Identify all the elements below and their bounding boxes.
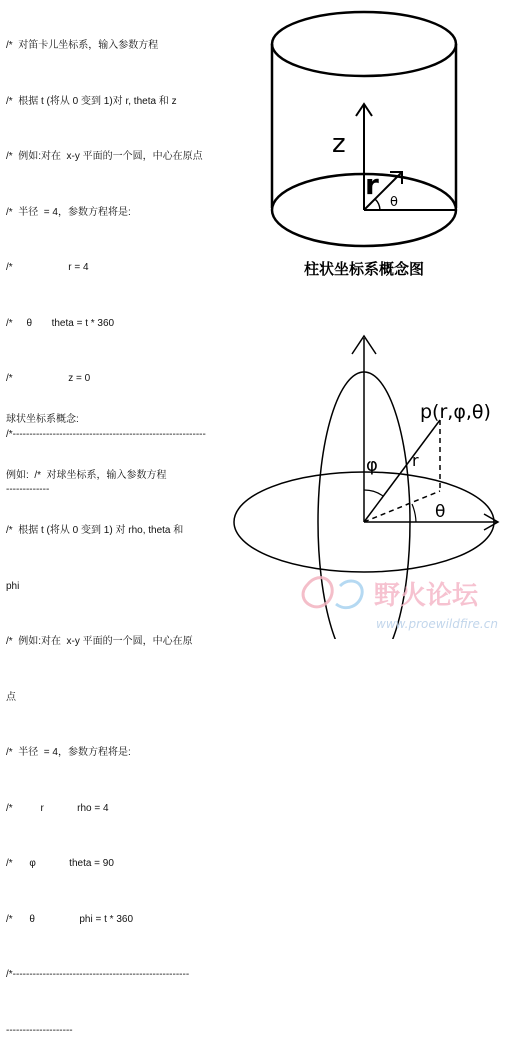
watermark-brand: 野火论坛 <box>374 581 479 611</box>
watermark-url: www.proewildfire.cn <box>376 617 498 631</box>
cylinder-top-ellipse <box>272 12 456 76</box>
code-line: /* φ theta = 90 <box>6 858 114 869</box>
code-line: /* 半径 = 4，参数方程将是: <box>6 206 131 218</box>
code-line: ------------- <box>6 484 50 495</box>
code-line: /* 半径 = 4，参数方程将是: <box>6 747 131 758</box>
phi-arc <box>364 490 383 496</box>
spherical-diagram <box>228 326 516 639</box>
r-label: r <box>412 451 419 470</box>
phi-label: φ <box>366 455 378 476</box>
code-line: /* 根据 t (将从 0 变到 1) 对 rho, theta 和 <box>6 525 184 536</box>
code-line: 例如: /* 对球坐标系，输入参数方程 <box>6 469 167 481</box>
code-line: phi <box>6 580 20 592</box>
point-label: p(r,φ,θ) <box>420 401 491 423</box>
code-line: /* θ theta = t * 360 <box>6 317 115 329</box>
code-line: /*----------------------------------------------------- <box>6 969 190 980</box>
watermark-logo <box>303 578 498 631</box>
cylindrical-diagram <box>262 0 472 280</box>
code-line: /* 根据 t (将从 0 变到 1)对 r, theta 和 z <box>6 95 177 107</box>
code-line: /* r rho = 4 <box>6 802 109 814</box>
z-label: z <box>332 129 346 159</box>
theta-label: θ <box>435 502 446 522</box>
code-line: /*---------------------------------------------------------- <box>6 428 206 440</box>
code-line: /* 对笛卡儿坐标系，输入参数方程 <box>6 40 159 51</box>
spherical-code-block <box>6 374 211 1059</box>
flame-logo-accent-icon <box>336 581 362 608</box>
sphere-svg <box>228 326 516 639</box>
code-line: /* θ phi = t * 360 <box>6 913 134 925</box>
code-line: /* 例如:对在 x-y 平面的一个圆，中心在原 <box>6 636 193 647</box>
code-line: /* r = 4 <box>6 262 89 273</box>
code-line: 点 <box>6 691 16 703</box>
code-line: /* 例如:对在 x-y 平面的一个圆，中心在原点 <box>6 151 203 162</box>
cylindrical-caption: 柱状坐标系概念图 <box>303 260 425 278</box>
flame-logo-icon <box>303 578 332 607</box>
r-label: r <box>365 168 379 201</box>
code-line: /* z = 0 <box>6 373 91 384</box>
theta-label: θ <box>390 195 398 210</box>
theta-arc <box>412 504 416 522</box>
code-line: -------------------- <box>6 1024 73 1036</box>
code-line: 球状坐标系概念: <box>6 414 79 425</box>
cylinder-svg <box>262 0 472 280</box>
